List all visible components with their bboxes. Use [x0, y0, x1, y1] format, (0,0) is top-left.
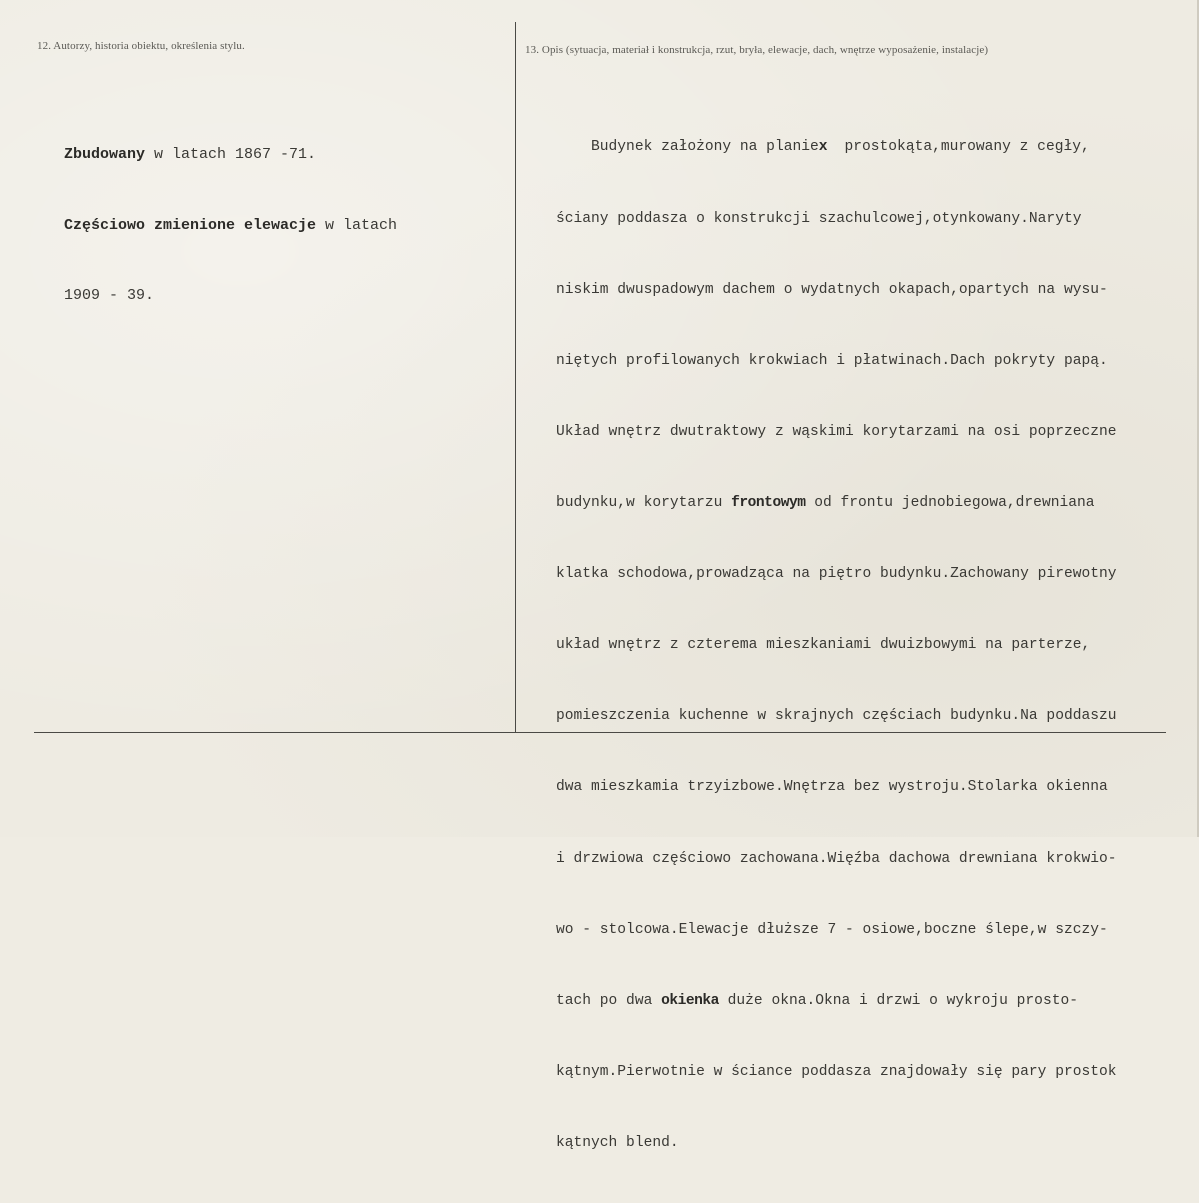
description-line: klatka schodowa,prowadząca na piętro budynku.Zachowany pirewotny: [556, 566, 1117, 583]
history-text: [64, 96, 397, 355]
description-line: i drzwiowa częściowo zachowana.Więźba dachowa drewniana krokwio-: [556, 850, 1117, 867]
description-line: [556, 136, 1117, 160]
history-built-years: w latach 1867 -71.: [145, 146, 317, 163]
description-segment: tach po dwa: [556, 992, 662, 1009]
description-line: wo - stolcowa.Elewacje dłuższe 7 - osiowe,boczne ślepe,w szczy-: [556, 921, 1108, 938]
history-changed-rest: w latach: [316, 216, 398, 234]
history-line: [64, 214, 397, 238]
description-line: kątnym.Pierwotnie w ściance poddasza znajdowały się pary prostok: [556, 1063, 1117, 1080]
history-built-word: Zbudowany: [64, 146, 146, 163]
struck-out-text: okienka: [661, 992, 719, 1009]
description-line: ściany poddasza o konstrukcji szachulcowej,otynkowany.Naryty: [556, 210, 1082, 227]
description-text: [556, 89, 1117, 1203]
description-segment: Budynek założony na planie: [556, 139, 819, 156]
description-line: [556, 990, 1117, 1014]
description-line: kątnych blend.: [556, 1134, 679, 1151]
description-line: układ wnętrz z czterema mieszkaniami dwuizbowymi na parterze,: [556, 637, 1091, 654]
description-segment: od frontu jednobiegowa,drewniana: [805, 494, 1095, 511]
description-line: [556, 492, 1117, 516]
struck-out-text: frontowym: [731, 494, 806, 511]
field-12-label: 12. Autorzy, historia obiektu, określenia stylu.: [37, 40, 245, 52]
field-13-label: 13. Opis (sytuacja, materiał i konstrukcja, rzut, bryła, elewacje, dach, wnętrze wyposażenie, instalacje): [525, 44, 989, 56]
description-line: Układ wnętrz dwutraktowy z wąskimi korytarzami na osi poprzeczne: [556, 423, 1117, 440]
column-divider: [515, 22, 516, 732]
description-line: dwa mieszkamia trzyizbowe.Wnętrza bez wystroju.Stolarka okienna: [556, 779, 1108, 796]
description-line: pomieszczenia kuchenne w skrajnych częściach budynku.Na poddaszu: [556, 708, 1117, 725]
description-segment: prostokąta,murowany z cegły,: [827, 139, 1090, 156]
description-segment: budynku,w korytarzu: [556, 494, 732, 511]
history-changed-phrase: Częściowo zmienione elewacje: [64, 216, 317, 234]
description-segment: duże okna.Okna i drzwi o wykroju prosto-: [718, 992, 1078, 1009]
history-line: 1909 - 39.: [64, 287, 155, 304]
struck-out-text: x: [818, 139, 827, 156]
description-line: niskim dwuspadowym dachem o wydatnych okapach,opartych na wysu-: [556, 281, 1108, 298]
history-line: [64, 143, 397, 167]
description-line: niętych profilowanych krokwiach i płatwinach.Dach pokryty papą.: [556, 352, 1108, 369]
